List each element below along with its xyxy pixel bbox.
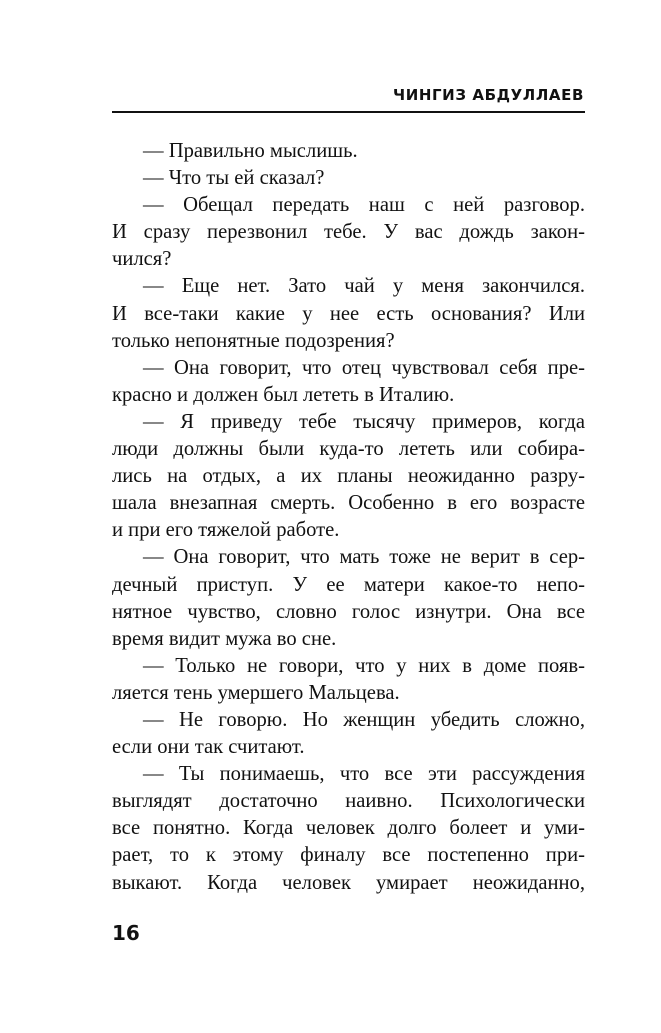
text-line: — Что ты ей сказал?	[143, 167, 325, 190]
text-line: — Я приведу тебе тысячу примеров, когда	[143, 410, 585, 433]
text-line: чился?	[112, 248, 172, 271]
text-line: — Обещал передать наш с ней разговор.	[143, 194, 585, 217]
text-line: лись на отдых, а их планы неожиданно разру-	[112, 465, 585, 488]
page-number: 16	[112, 921, 140, 945]
text-line: дечный приступ. У ее матери какое-то непо-	[112, 573, 585, 596]
text-line: — Только не говори, что у них в доме появ-	[143, 654, 585, 677]
text-line: — Правильно мыслишь.	[143, 140, 358, 162]
running-header: ЧИНГИЗ АБДУЛЛАЕВ	[393, 86, 584, 104]
text-line: — Она говорит, что отец чувствовал себя пре-	[143, 356, 585, 379]
text-line: — Она говорит, что мать тоже не верит в сер-	[143, 546, 585, 569]
text-line: люди должны были куда-то лететь или собира-	[112, 438, 585, 461]
text-line: — Не говорю. Но женщин убедить сложно,	[143, 708, 585, 731]
text-line: красно и должен был лететь в Италию.	[112, 383, 455, 406]
text-line: — Ты понимаешь, что все эти рассуждения	[143, 763, 585, 786]
text-line: рает, то к этому финалу все постепенно при-	[112, 844, 585, 867]
text-line: — Еще нет. Зато чай у меня закончился.	[143, 275, 585, 298]
text-line: ляется тень умершего Мальцева.	[112, 681, 400, 704]
text-line: все понятно. Когда человек долго болеет и уми-	[112, 817, 585, 840]
text-line: нятное чувство, словно голос изнутри. Она все	[112, 600, 585, 623]
body-text	[112, 138, 585, 897]
text-line: если они так считают.	[112, 736, 305, 759]
text-line: только непонятные подозрения?	[112, 329, 395, 352]
text-line: шала внезапная смерть. Особенно в его возрасте	[112, 492, 585, 515]
text-line: время видит мужа во сне.	[112, 627, 337, 650]
text-line: и при его тяжелой работе.	[112, 519, 340, 542]
text-line: И сразу перезвонил тебе. У вас дождь закон-	[112, 221, 585, 244]
header-rule	[112, 111, 585, 113]
text-line: И все-таки какие у нее есть основания? Или	[112, 302, 585, 325]
text-line: выглядят достаточно наивно. Психологически	[112, 790, 585, 813]
text-line: выкают. Когда человек умирает неожиданно,	[112, 871, 585, 894]
